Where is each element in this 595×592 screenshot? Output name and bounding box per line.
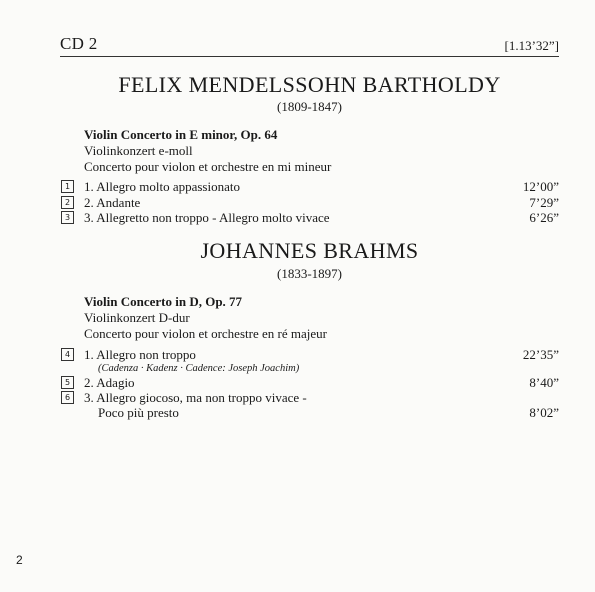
track-title: 2. Andante: [84, 195, 141, 210]
track-duration: 22’35”: [522, 347, 559, 362]
work-german-brahms: Violinkonzert D-dur: [84, 310, 190, 325]
track-number-box: 4: [61, 348, 74, 361]
header-rule: [60, 56, 559, 57]
composer-name-brahms: JOHANNES BRAHMS: [200, 238, 419, 263]
track-3: [61, 210, 559, 226]
track-number-box: 3: [61, 211, 74, 224]
page-number: 2: [16, 553, 23, 567]
track-number-box: 5: [61, 376, 74, 389]
composer-name-mendelssohn: FELIX MENDELSSOHN BARTHOLDY: [118, 72, 501, 97]
track-duration: 6’26”: [529, 210, 559, 225]
work-french-brahms: Concerto pour violon et orchestre en ré majeur: [84, 326, 327, 341]
track-number-box: 6: [61, 391, 74, 404]
track-duration: 8’40”: [529, 375, 559, 390]
total-duration: [1.13’32”]: [504, 38, 559, 53]
track-4: [61, 347, 559, 363]
work-german-mendelssohn: Violinkonzert e-moll: [84, 143, 193, 158]
composer-dates-mendelssohn: (1809-1847): [277, 99, 342, 114]
track-title: 1. Allegro non troppo: [84, 347, 196, 362]
track-5: [61, 375, 559, 391]
track-6-duration-row: [400, 405, 559, 421]
track-6-continuation: Poco più presto: [98, 405, 179, 420]
track-duration: 8’02”: [529, 405, 559, 420]
track-number-box: 1: [61, 180, 74, 193]
cd-label: CD 2: [60, 34, 98, 53]
work-title-brahms: Violin Concerto in D, Op. 77: [84, 294, 243, 309]
track-1: [61, 179, 559, 195]
work-french-mendelssohn: Concerto pour violon et orchestre en mi mineur: [84, 159, 332, 174]
track-duration: 7’29”: [529, 195, 559, 210]
track-duration: 12’00”: [522, 179, 559, 194]
work-title-mendelssohn: Violin Concerto in E minor, Op. 64: [84, 127, 278, 142]
cadenza-note: (Cadenza · Kadenz · Cadence: Joseph Joachim): [98, 363, 300, 374]
track-title: 1. Allegro molto appassionato: [84, 179, 240, 194]
track-number-box: 2: [61, 196, 74, 209]
track-title: 3. Allegretto non troppo - Allegro molto vivace: [84, 210, 330, 225]
track-2: [61, 195, 559, 211]
composer-dates-brahms: (1833-1897): [277, 266, 342, 281]
track-title: 3. Allegro giocoso, ma non troppo vivace -: [84, 390, 307, 405]
track-6: [61, 390, 559, 406]
track-title: 2. Adagio: [84, 375, 135, 390]
